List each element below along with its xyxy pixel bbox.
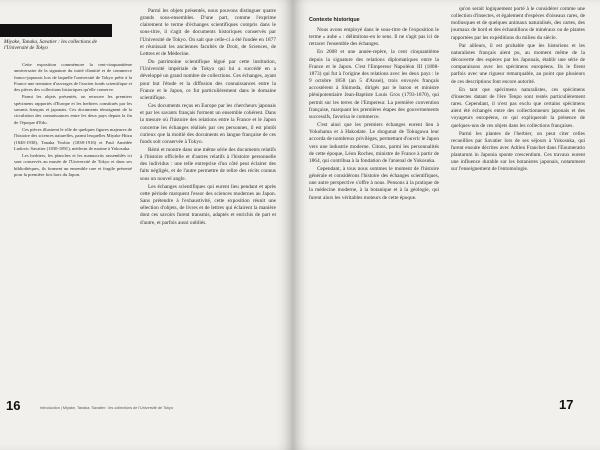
- running-footer: Introduction | Miyake, Tanaka, Savatier : les collections de l'Université de Tokyo: [40, 406, 174, 410]
- chapter-title: Miyake, Tanaka, Savatier : les collections de l'Université de Tokyo: [4, 39, 97, 51]
- paragraph: Parmi les objets présentés, nous pouvons distinguer quatre grands sous-ensembles. D'une part, comme l'exprime clairement le terme d'échanges scientifiques compris dans le sous-titre, il s'agit de documents historiques conservés par l'Université de Tokyo. On sait que celle-ci a été fondée en 1877 et réunissait les anciennes facultés de Droit, de Sciences, de Lettres et de Médecine.: [140, 8, 276, 57]
- main-text-column: [140, 8, 276, 426]
- right-page: [293, 0, 600, 450]
- paragraph: Les échanges scientifiques qui eurent lieu pendant et après cette période marquent l'essor des sciences modernes au Japon. Sans prétendre à l'exhaustivité, cette exposition réunit une sélection d'objets, de livres et de lettres qui éclairent la manière dont ces savoirs furent transmis, adaptés et enrichis de part et d'autre, et parfois aussi oubliés.: [140, 183, 276, 226]
- page-number-right: 17: [559, 397, 574, 412]
- paragraph: Ces documents reçus en Europe par les chercheurs japonais et par les savants français forment un ensemble cohérent. Dans la mesure où l'histoire des relations entre la France et le Japon concerne les échanges réalisés par ces personnes, il est plutôt curieux que la moitié des documents en langue française de ces fonds soit conservée à Tokyo.: [140, 103, 276, 145]
- paragraph: Parmi les objets présentés, on retrouve les premiers spécimens rapportés d'Europe et les herbiers constitués par les savants français et japonais. Ces documents témoignent de la circulation des connaissances entre les deux pays depuis la fin de l'époque d'Edo.: [14, 94, 132, 125]
- paragraph: Ces pièces illustrent le rôle de quelques figures majeures de l'histoire des sciences naturelles, parmi lesquelles Miyake Hiizu (1848-1938), Tanaka Yoshio (1838-1916) et Paul Amédée Ludovic Savatier (1830-1891), médecin de marine à Yokosuka.: [14, 126, 132, 151]
- title-rule: [0, 27, 112, 37]
- paragraph: Cette exposition commémore la cent-cinquantième anniversaire de la signature du traité d'amitié et de commerce franco-japonais lors de laquelle l'université de Tokyo prête à la France une trentaine d'ouvrages de l'ancien fonds scientifique et des pièces des collections historiques qu'elle conserve.: [14, 62, 132, 93]
- paragraph: Nous avons employé dans le sous-titre de l'exposition le terme « aube » : délimitons-en le sens. Il ne s'agit pas ici de retracer l'ensemble des échanges.: [309, 27, 439, 48]
- paragraph: Les herbiers, les planches et les manuscrits rassemblés ici sont conservés au musée de l'Université de Tokyo et dans ses bibliothèques, ils forment un ensemble rare et fragile présenté pour la première fois hors du Japon.: [14, 153, 132, 178]
- paragraph: Par ailleurs, il est probable que les historiens et les naturalistes français aient pu, au moment même de la découverte des espèces par les Japonais, établir une série de comparaisons avec les spécimens européens. Ils le firent parfois avec une rigueur remarquable, au point que plusieurs de ces descriptions font encore autorité.: [451, 42, 585, 85]
- text-column-2: [451, 6, 585, 404]
- sidebar-text-column: [14, 62, 132, 387]
- paragraph: Rémi et montre dans une même série des documents relatifs à l'histoire officielle et d'autres relatifs à l'histoire personnelle des individus : une telle entreprise d'un côté peut éclairer des faits négligés, et de l'autre permettre de relire des récits connus sous un nouvel angle.: [140, 146, 276, 182]
- chapter-title-block: [0, 24, 112, 54]
- page-number-left: 16: [6, 398, 21, 413]
- paragraph: C'est ainsi que les premiers échanges eurent lieu à Yokohama et à Hakodate. Le shogunat de Tokugawa leur accorda de nombreux privilèges, permettant d'ouvrir le Japon vers une industrie moderne. Citons, parmi les personnalités de cette époque, Léon Roches, ministre de France à partir de 1864, qui contribua à la fondation de l'arsenal de Yokosuka.: [309, 122, 439, 164]
- paragraph: qu'on serait logiquement porté à le considérer comme une collection d'insectes, et également d'espèces d'oiseaux rares, de mollusques et de quelques animaux naturalisés, des cartes, des journaux de bord et des échantillons de minéraux ou de plantes rapportées par les expéditions du milieu du siècle.: [451, 6, 585, 41]
- paragraph: Parmi les plantes de l'herbier, on peut citer celles recueillies par Savatier lors de ses séjours à Yokosuka, qui furent ensuite décrites avec Adrien Franchet dans l'Enumeratio plantarum in Japonia sponte crescentium. Ces travaux eurent une influence durable sur les botanistes japonais, notamment sur l'enseignement de l'entomologie.: [451, 130, 585, 173]
- paragraph: En 2008 et une année-repère, la cent cinquantième depuis la signature des relations diplomatiques entre la France et le Japon. C'est l'Empereur Napoléon III (1808-1873) qui fut à l'origine des relations avec les deux pays : le 9 octobre 1858 (an 5 d'Ansei), trois envoyés français accostèrent à Shimoda, dirigés par le baron et ministre plénipotentiaire Jean-Baptiste Louis Gros (1793-1870), qui permit sur les terres de l'Empereur. La première convention française, marquant les premières étapes des gouvernements successifs, favorisa le commerce.: [309, 49, 439, 120]
- section-heading: Contexte historique: [309, 17, 360, 23]
- left-page: [0, 0, 293, 450]
- paragraph: Cependant, à tous nous sommes le moment de l'histoire générale et considérons l'histoire des échanges scientifiques, une autre perspective s'offre à nous. Pensons à la pratique de la médecine moderne, à la botanique et à la géologie, qui furent alors les véritables moteurs de cette époque.: [309, 165, 439, 201]
- text-column-1: [309, 27, 439, 427]
- paragraph: Du patrimoine scientifique légué par cette institution, l'Université impériale de Tokyo qui lui a succédé en a développé un grand nombre de collections. Ces échanges, ayant pour but l'étude et la diffusion des connaissances entre la France et le Japon, ce fut particulièrement dans le domaine scientifique.: [140, 59, 276, 101]
- paragraph: En tant que spécimens naturalistes, ces spécimens d'insectes datant de l'ère Tenpo sont restés particulièrement rares. Cependant, il n'est pas exclu que certains spécimens aient été échangés entre des collectionneurs japonais et des voyageurs européens, ce qui expliquerait la présence de quelques-uns de ces objets dans les collections françaises.: [451, 86, 585, 129]
